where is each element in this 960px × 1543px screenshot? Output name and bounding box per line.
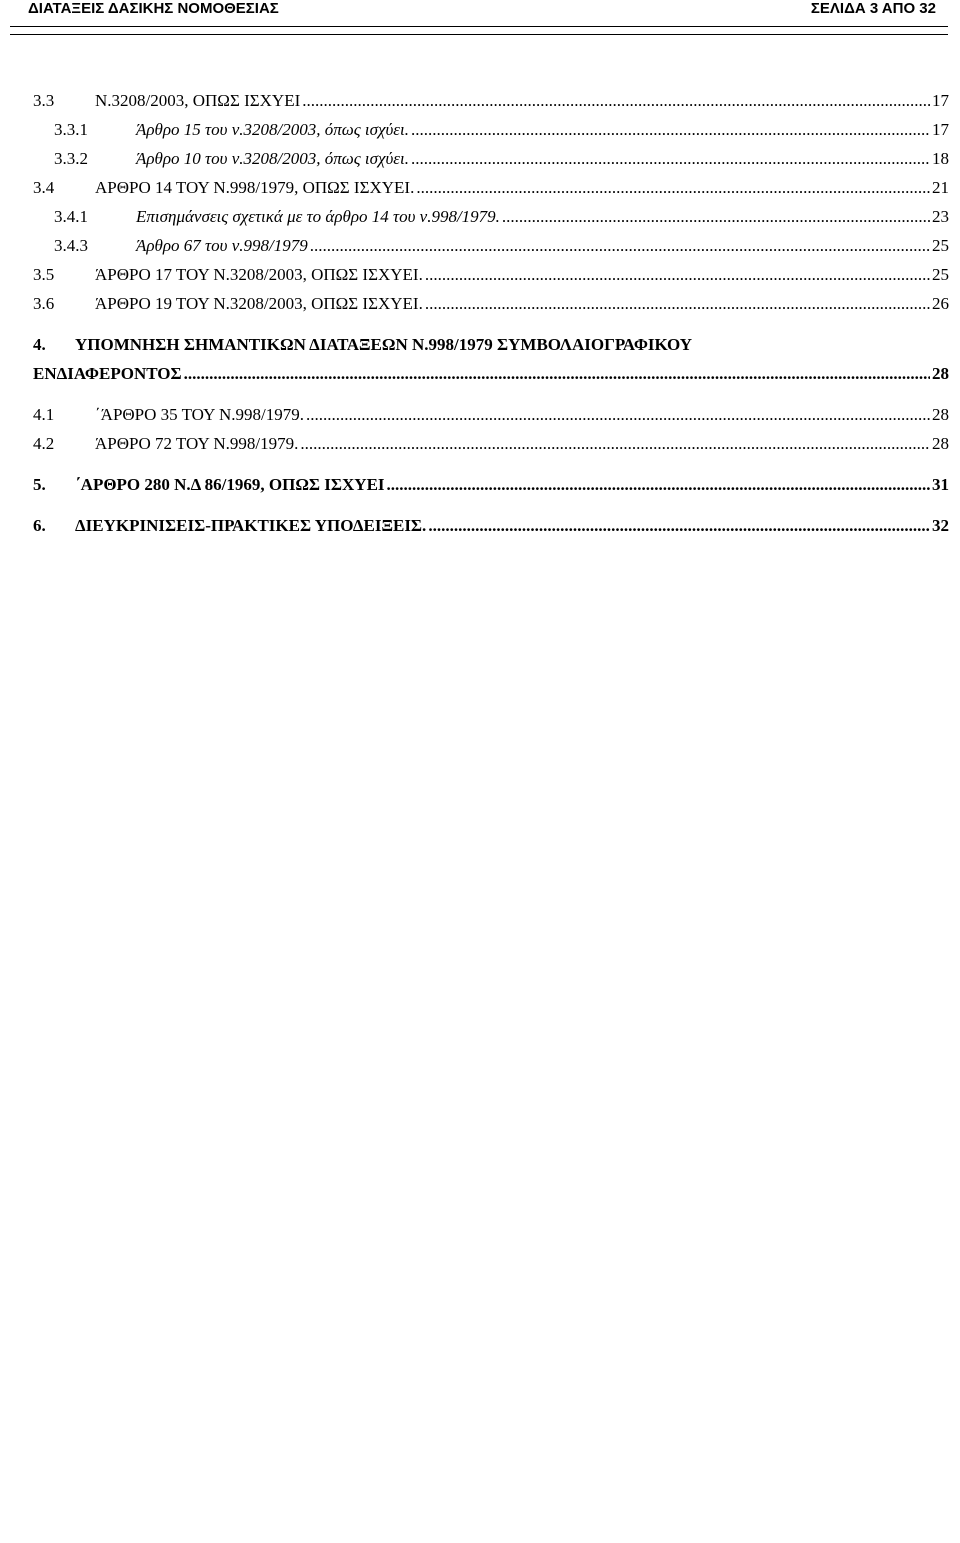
- toc-title: Άρθρο 10 του ν.3208/2003, όπως ισχύει.: [136, 149, 409, 168]
- toc-title: Επισημάνσεις σχετικά με το άρθρο 14 του ν.998/1979.: [136, 207, 500, 226]
- toc-entry[interactable]: [0, 175, 960, 201]
- toc-leader: [425, 262, 930, 288]
- toc-page: 26: [932, 294, 949, 313]
- toc-entry[interactable]: [0, 88, 960, 114]
- toc-entry[interactable]: [0, 146, 960, 172]
- toc-leader: [300, 431, 930, 457]
- toc-entry[interactable]: [0, 204, 960, 230]
- toc-number: 3.4.1: [54, 207, 88, 226]
- toc-entry-line1[interactable]: [0, 332, 960, 358]
- toc-leader: [387, 472, 930, 498]
- toc-title: ΄ΆΡΘΡΟ 35 ΤΟΥ Ν.998/1979.: [95, 405, 304, 424]
- header-rule-thick: [10, 26, 948, 27]
- toc-page: 18: [932, 149, 949, 168]
- toc-page: 17: [932, 120, 949, 139]
- toc-leader: [302, 88, 930, 114]
- toc-number: 4.: [33, 335, 46, 354]
- toc-page: 31: [932, 475, 949, 494]
- toc-leader: [425, 291, 930, 317]
- toc-leader: [428, 513, 930, 539]
- toc-title: ΔΙΕΥΚΡΙΝΙΣΕΙΣ-ΠΡΑΚΤΙΚΕΣ ΥΠΟΔΕΙΞΕΙΣ.: [75, 516, 427, 535]
- toc-number: 3.3.2: [54, 149, 88, 168]
- toc-number: 4.2: [33, 434, 55, 453]
- toc-number: 3.4.3: [54, 236, 88, 255]
- toc-entry[interactable]: [0, 513, 960, 539]
- toc-leader: [184, 361, 930, 387]
- toc-title: ΆΡΘΡΟ 72 ΤΟΥ Ν.998/1979.: [95, 434, 299, 453]
- toc-title: ΆΡΘΡΟ 17 ΤΟΥ Ν.3208/2003, ΟΠΩΣ ΙΣΧΥΕΙ.: [95, 265, 423, 284]
- toc-page: 23: [932, 207, 949, 226]
- toc-entry[interactable]: [0, 431, 960, 457]
- page-indicator: ΣΕΛΙΔΑ 3 ΑΠΟ 32: [810, 0, 936, 17]
- toc-entry[interactable]: [0, 472, 960, 498]
- toc-title: Ν.3208/2003, ΟΠΩΣ ΙΣΧΥΕΙ: [95, 91, 301, 110]
- toc-leader: [411, 117, 930, 143]
- header-rule-thin: [10, 34, 948, 35]
- document-title: ΔΙΑΤΑΞΕΙΣ ΔΑΣΙΚΗΣ ΝΟΜΟΘΕΣΙΑΣ: [28, 0, 279, 17]
- toc-number: 6.: [33, 516, 46, 535]
- toc-title-continued: ΕΝΔΙΑΦΕΡΟΝΤΟΣ: [33, 364, 182, 383]
- toc-page: 28: [932, 434, 949, 453]
- toc-page: 17: [932, 91, 949, 110]
- toc-leader: [310, 233, 930, 259]
- toc-page: 32: [932, 516, 949, 535]
- toc-page: 25: [932, 236, 949, 255]
- toc-page: 25: [932, 265, 949, 284]
- toc-number: 3.3.1: [54, 120, 88, 139]
- page-header: [0, 0, 960, 24]
- toc-leader: [306, 402, 930, 428]
- toc-title: Άρθρο 15 του ν.3208/2003, όπως ισχύει.: [136, 120, 409, 139]
- toc-title: Άρθρο 67 του ν.998/1979: [136, 236, 308, 255]
- toc-title: ΑΡΘΡΟ 14 ΤΟΥ Ν.998/1979, ΟΠΩΣ ΙΣΧΥΕΙ.: [95, 178, 415, 197]
- toc-title: ΄ΑΡΘΡΟ 280 Ν.Δ 86/1969, ΟΠΩΣ ΙΣΧΥΕΙ: [75, 475, 385, 494]
- toc-entry[interactable]: [0, 117, 960, 143]
- toc-number: 3.6: [33, 294, 55, 313]
- toc-entry[interactable]: [0, 262, 960, 288]
- toc-leader: [411, 146, 930, 172]
- toc-number: 3.5: [33, 265, 55, 284]
- toc-page: 28: [932, 364, 949, 383]
- toc-number: 3.3: [33, 91, 55, 110]
- toc-page: 28: [932, 405, 949, 424]
- toc-entry[interactable]: [0, 233, 960, 259]
- toc-page: 21: [932, 178, 949, 197]
- toc-entry[interactable]: [0, 402, 960, 428]
- toc-leader: [502, 204, 930, 230]
- toc-leader: [416, 175, 930, 201]
- toc-entry-line2[interactable]: [0, 361, 960, 387]
- toc-number: 5.: [33, 475, 46, 494]
- toc-entry[interactable]: [0, 291, 960, 317]
- toc-number: 4.1: [33, 405, 55, 424]
- toc-title: ΥΠΟΜΝΗΣΗ ΣΗΜΑΝΤΙΚΩΝ ΔΙΑΤΑΞΕΩΝ Ν.998/1979 ΣΥΜΒΟΛΑΙΟΓΡΑΦΙΚΟΥ: [75, 335, 693, 354]
- toc-number: 3.4: [33, 178, 55, 197]
- toc-title: ΆΡΘΡΟ 19 ΤΟΥ Ν.3208/2003, ΟΠΩΣ ΙΣΧΥΕΙ.: [95, 294, 423, 313]
